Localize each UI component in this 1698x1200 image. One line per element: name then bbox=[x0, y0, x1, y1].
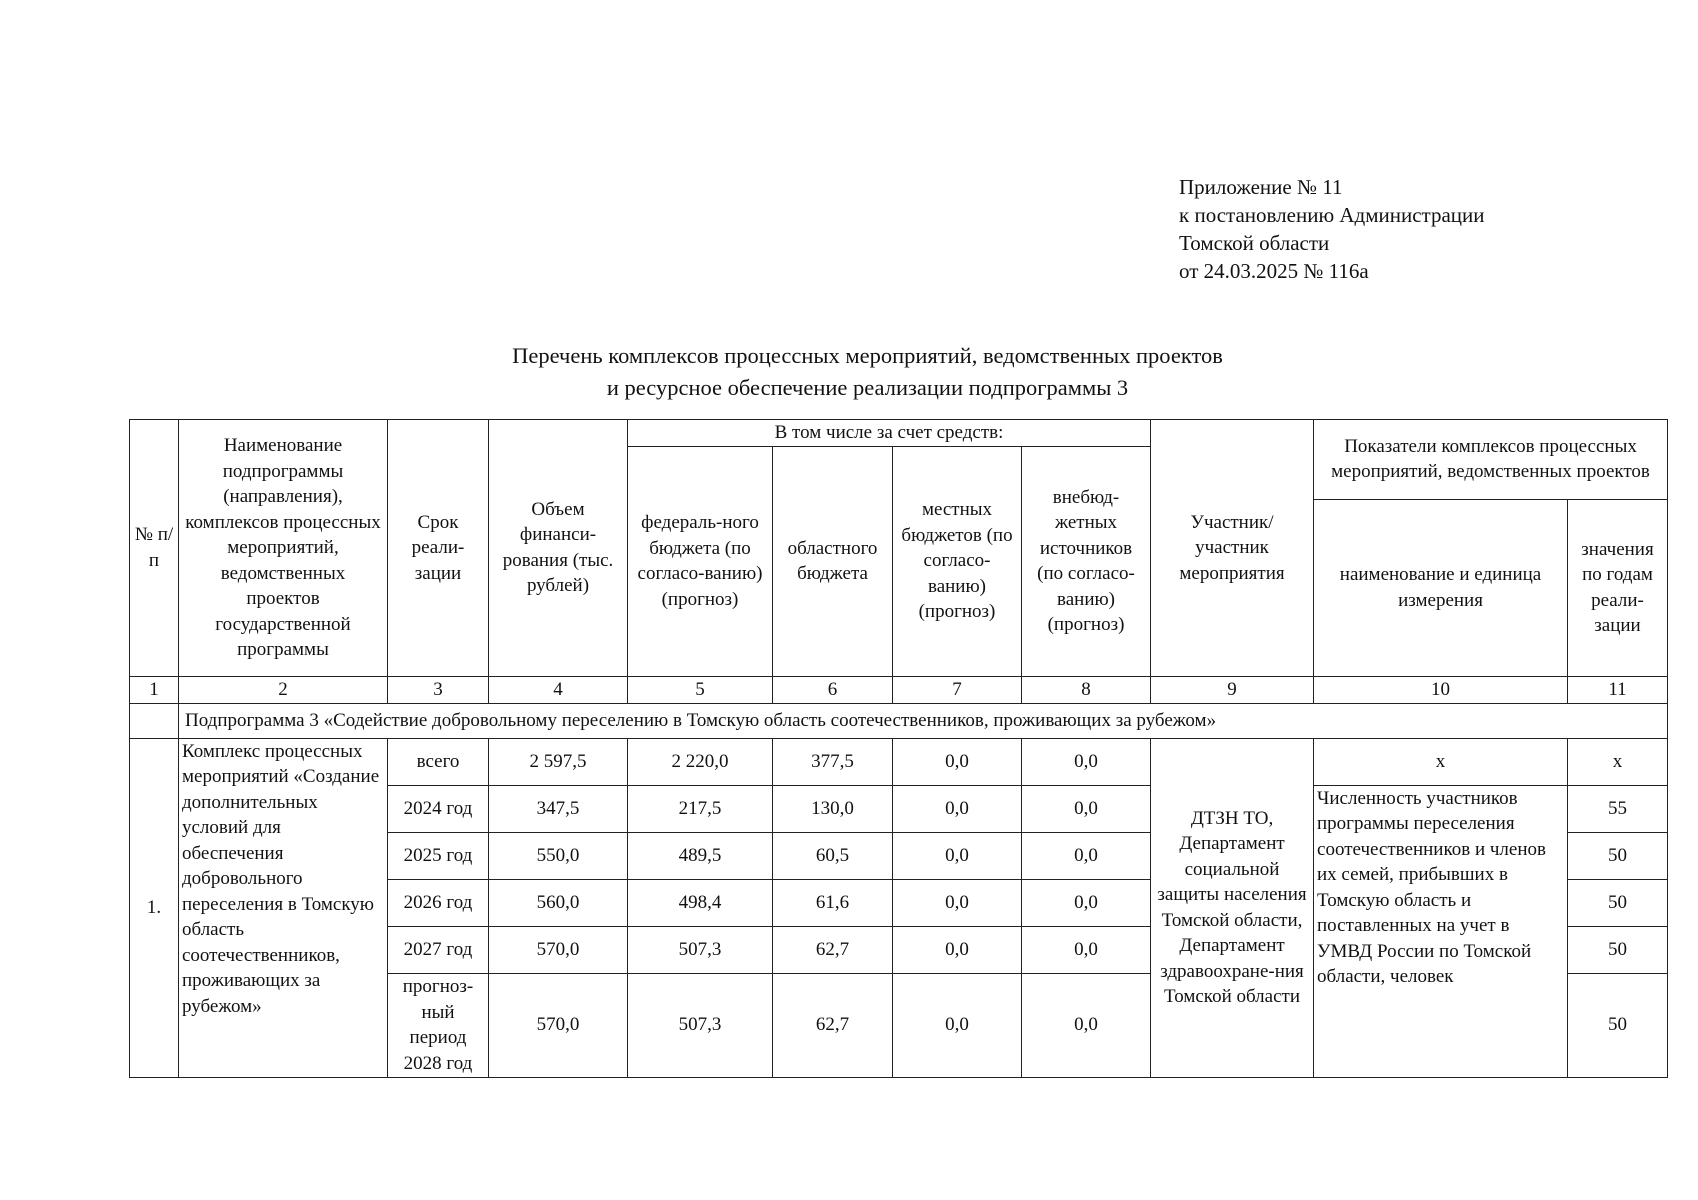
subprogram-title: Подпрограмма 3 «Содействие добровольному переселению в Томскую область соотечественников, проживающих за рубежом» bbox=[179, 703, 1668, 738]
volume-cell: 550,0 bbox=[489, 832, 628, 879]
item-name: Комплекс процессных мероприятий «Создание дополнительных условий для обеспечения добровольного переселения в Томскую область соотечественников, проживающих за рубежом» bbox=[179, 738, 388, 1077]
regional-cell: 377,5 bbox=[773, 738, 893, 785]
regional-cell: 61,6 bbox=[773, 879, 893, 926]
federal-cell: 507,3 bbox=[628, 926, 773, 973]
annex-line-2: к постановлению Администрации bbox=[1179, 203, 1485, 227]
header-indicator-values: значения по годам реали-зации bbox=[1568, 499, 1668, 676]
column-number: 9 bbox=[1151, 676, 1314, 703]
term-cell: прогноз-ный период 2028 год bbox=[388, 973, 489, 1077]
header-num: № п/п bbox=[130, 420, 179, 677]
header-local: местных бюджетов (по согласо-ванию) (прогноз) bbox=[893, 446, 1022, 676]
column-number: 1 bbox=[130, 676, 179, 703]
federal-cell: 489,5 bbox=[628, 832, 773, 879]
federal-cell: 507,3 bbox=[628, 973, 773, 1077]
local-cell: 0,0 bbox=[893, 973, 1022, 1077]
federal-cell: 498,4 bbox=[628, 879, 773, 926]
column-number: 4 bbox=[489, 676, 628, 703]
extrabudget-cell: 0,0 bbox=[1022, 879, 1151, 926]
regional-cell: 60,5 bbox=[773, 832, 893, 879]
header-indicators-group: Показатели комплексов процессных мероприятий, ведомственных проектов bbox=[1314, 420, 1668, 500]
local-cell: 0,0 bbox=[893, 879, 1022, 926]
extrabudget-cell: 0,0 bbox=[1022, 832, 1151, 879]
subprogram-num-cell bbox=[130, 703, 179, 738]
annex-line-1: Приложение № 11 bbox=[1179, 175, 1343, 199]
header-name: Наименование подпрограммы (направления), комплексов процессных мероприятий, ведомственных проектов государственной программы bbox=[179, 420, 388, 677]
indicator-value-cell: 55 bbox=[1568, 785, 1668, 832]
annex-line-4: от 24.03.2025 № 116а bbox=[1179, 259, 1369, 283]
indicator-value-cell: х bbox=[1568, 738, 1668, 785]
subprogram-table bbox=[129, 419, 1668, 1078]
title-line-2: и ресурсное обеспечение реализации подпрограммы 3 bbox=[606, 375, 1129, 400]
federal-cell: 2 220,0 bbox=[628, 738, 773, 785]
extrabudget-cell: 0,0 bbox=[1022, 785, 1151, 832]
column-number: 8 bbox=[1022, 676, 1151, 703]
column-number: 10 bbox=[1314, 676, 1568, 703]
extrabudget-cell: 0,0 bbox=[1022, 973, 1151, 1077]
local-cell: 0,0 bbox=[893, 832, 1022, 879]
item-num: 1. bbox=[130, 738, 179, 1077]
header-row-1 bbox=[130, 420, 1668, 447]
term-cell: 2024 год bbox=[388, 785, 489, 832]
title-line-1: Перечень комплексов процессных мероприятий, ведомственных проектов bbox=[512, 343, 1223, 368]
indicator-value-cell: 50 bbox=[1568, 973, 1668, 1077]
term-cell: 2025 год bbox=[388, 832, 489, 879]
column-number: 5 bbox=[628, 676, 773, 703]
local-cell: 0,0 bbox=[893, 785, 1022, 832]
annex-line-3: Томской области bbox=[1179, 231, 1330, 255]
volume-cell: 570,0 bbox=[489, 973, 628, 1077]
indicator-value-cell: 50 bbox=[1568, 926, 1668, 973]
total-indicator-name: х bbox=[1314, 738, 1568, 785]
local-cell: 0,0 bbox=[893, 738, 1022, 785]
term-cell: всего bbox=[388, 738, 489, 785]
term-cell: 2026 год bbox=[388, 879, 489, 926]
header-extrabudget: внебюд-жетных источников (по согласо-ванию) (прогноз) bbox=[1022, 446, 1151, 676]
column-number: 3 bbox=[388, 676, 489, 703]
indicator-value-cell: 50 bbox=[1568, 879, 1668, 926]
header-federal: федераль-ного бюджета (по согласо-ванию) (прогноз) bbox=[628, 446, 773, 676]
regional-cell: 130,0 bbox=[773, 785, 893, 832]
subprogram-row bbox=[130, 703, 1668, 738]
header-funding-group: В том числе за счет средств: bbox=[628, 420, 1151, 447]
extrabudget-cell: 0,0 bbox=[1022, 926, 1151, 973]
item-participant: ДТЗН ТО, Департамент социальной защиты населения Томской области, Департамент здравоохране-ния Томской области bbox=[1151, 738, 1314, 1077]
term-cell: 2027 год bbox=[388, 926, 489, 973]
header-term: Срок реали-зации bbox=[388, 420, 489, 677]
indicator-name: Численность участников программы переселения соотечественников и членов их семей, прибывших в Томскую область и поставленных на учет в УМВД России по Томской области, человек bbox=[1314, 785, 1568, 1077]
regional-cell: 62,7 bbox=[773, 926, 893, 973]
column-numbers-row bbox=[130, 676, 1668, 703]
column-number: 6 bbox=[773, 676, 893, 703]
header-regional: областного бюджета bbox=[773, 446, 893, 676]
header-indicator-name: наименование и единица измерения bbox=[1314, 499, 1568, 676]
header-participant: Участник/ участник мероприятия bbox=[1151, 420, 1314, 677]
table-row bbox=[130, 738, 1668, 785]
document-title bbox=[0, 340, 1698, 404]
column-number: 2 bbox=[179, 676, 388, 703]
column-number: 11 bbox=[1568, 676, 1668, 703]
indicator-value-cell: 50 bbox=[1568, 832, 1668, 879]
column-number: 7 bbox=[893, 676, 1022, 703]
volume-cell: 570,0 bbox=[489, 926, 628, 973]
regional-cell: 62,7 bbox=[773, 973, 893, 1077]
volume-cell: 2 597,5 bbox=[489, 738, 628, 785]
annex-block bbox=[1179, 173, 1485, 285]
header-volume: Объем финанси-рования (тыс. рублей) bbox=[489, 420, 628, 677]
volume-cell: 347,5 bbox=[489, 785, 628, 832]
extrabudget-cell: 0,0 bbox=[1022, 738, 1151, 785]
federal-cell: 217,5 bbox=[628, 785, 773, 832]
local-cell: 0,0 bbox=[893, 926, 1022, 973]
volume-cell: 560,0 bbox=[489, 879, 628, 926]
